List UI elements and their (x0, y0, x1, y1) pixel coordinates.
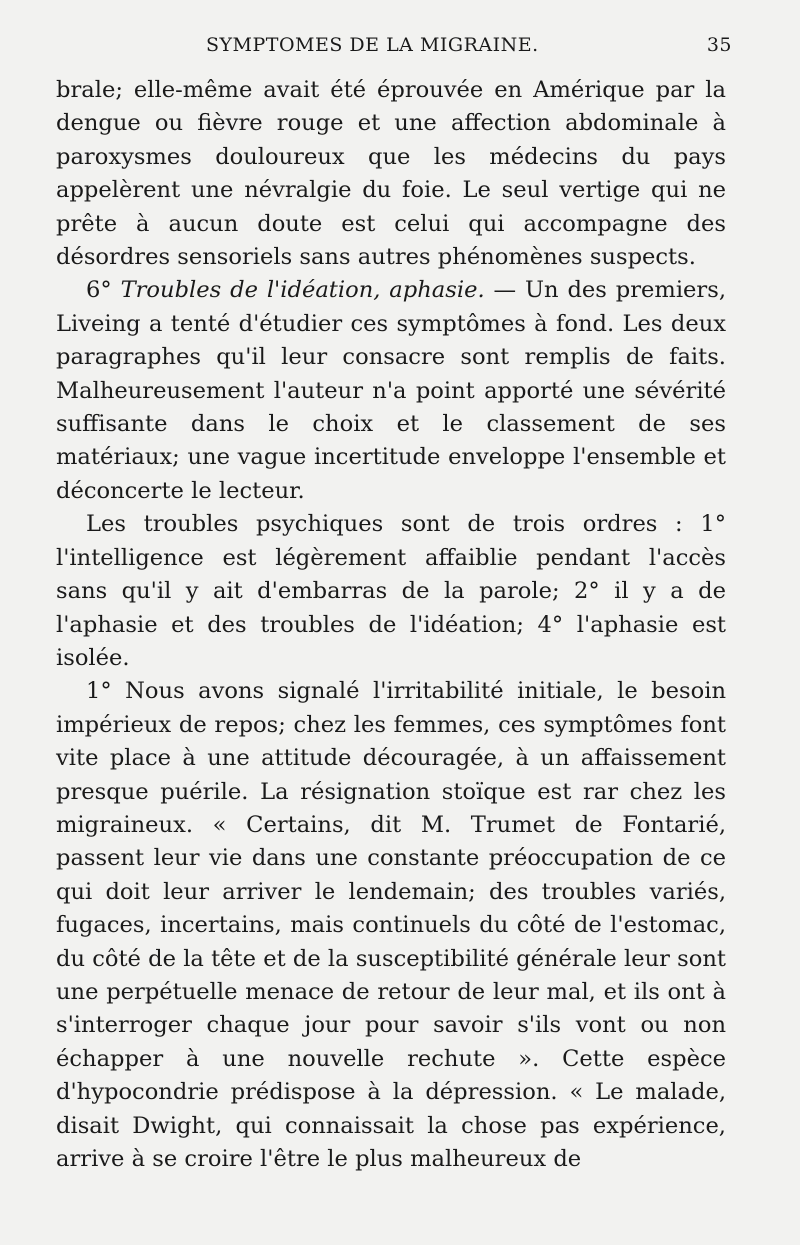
paragraph-text: brale; elle-même avait été éprouvée en Amérique par la dengue ou fièvre rouge et une affection abdominale à paroxysmes douloureux que les médecins du pays appelèrent une névralgie du foie. Le seul vertige qui ne prête à aucun doute est celui qui accompagne des désordres sensoriels sans autres phénomènes suspects. (56, 77, 726, 271)
paragraph-text: — Un des premiers, Liveing a tenté d'étudier ces symptômes à fond. Les deux paragraphes qu'il leur consacre sont remplis de faits. Malheureusement l'auteur n'a point apporté une sévérité suffisante dans le choix et le classement de ses matériaux; une vague incertitude enveloppe l'ensemble et déconcerte le lecteur. (56, 277, 727, 504)
paragraph-continuation (56, 74, 726, 274)
paragraph-psychic-troubles (56, 508, 726, 675)
paragraph-section-6 (56, 274, 726, 508)
paragraph-text: Les troubles psychiques sont de trois ordres : 1° l'intelligence est légèrement affaiblie pendant l'accès sans qu'il y ait d'embarras de la parole; 2° il y a de l'aphasie et des troubles de l'idéation; 4° l'aphasie est isolée. (56, 511, 726, 671)
body-text (56, 74, 726, 1176)
section-heading: Troubles de l'idéation, aphasie. (120, 277, 485, 304)
running-head (56, 34, 732, 74)
paragraph-irritability (56, 675, 726, 1176)
section-number: 6° (86, 277, 112, 304)
paragraph-text: 1° Nous avons signalé l'irritabilité initiale, le besoin impérieux de repos; chez les femmes, ces symptômes font vite place à une attitude découragée, à un affaissement presque puérile. La résignation stoïque est rar chez les migraineux. « Certains, dit M. Trumet de Fontarié, passent leur vie dans une constante préoccupation de ce qui doit leur arriver le lendemain; des troubles variés, fugaces, incertains, mais continuels du côté de l'estomac, du côté de la tête et de la susceptibilité générale leur sont une perpétuelle menace de retour de leur mal, et ils ont à s'interroger chaque jour pour savoir s'ils vont ou non échapper à une nouvelle rechute ». Cette espèce d'hypocondrie prédispose à la dépression. « Le malade, disait Dwight, qui connaissait la chose pas expérience, arrive à se croire l'être le plus malheureux de (56, 678, 726, 1172)
running-title: SYMPTOMES DE LA MIGRAINE. (206, 34, 539, 56)
page-number: 35 (706, 34, 732, 56)
